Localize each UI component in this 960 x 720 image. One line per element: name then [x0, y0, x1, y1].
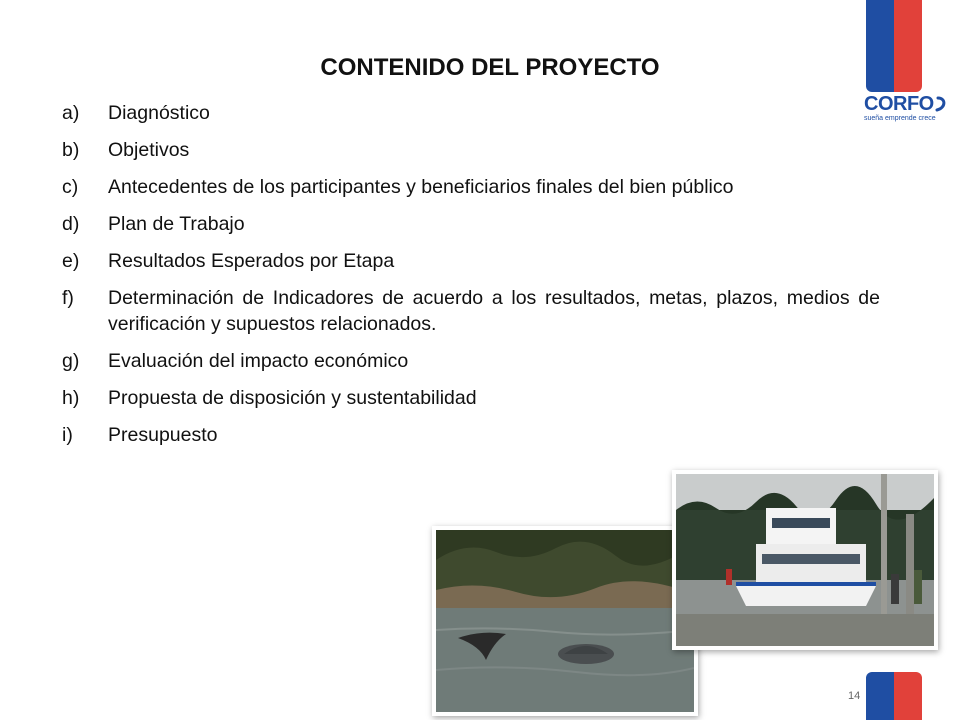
list-item — [62, 137, 880, 163]
list-item — [62, 211, 880, 237]
list-marker: a) — [62, 102, 80, 124]
flag-red-stripe — [894, 672, 922, 720]
list-item — [62, 422, 880, 448]
logo-tagline: sueña emprende crece — [864, 115, 936, 122]
list-item-text: Antecedentes de los participantes y beneficiarios finales del bien público — [108, 176, 734, 198]
list-item — [62, 248, 880, 274]
list-item — [62, 100, 880, 126]
list-marker: d) — [62, 213, 80, 235]
list-marker: b) — [62, 139, 80, 161]
list-marker: i) — [62, 424, 73, 446]
list-item-text: Evaluación del impacto económico — [108, 350, 409, 372]
list-item-text: Propuesta de disposición y sustentabilidad — [108, 387, 477, 409]
list-item-text: Diagnóstico — [108, 102, 210, 124]
list-item — [62, 174, 880, 200]
slide-title: CONTENIDO DEL PROYECTO — [320, 54, 660, 81]
list-item — [62, 348, 880, 374]
whale-photo-image — [436, 530, 694, 712]
boat-photo-image — [676, 474, 934, 646]
page-number: 14 — [848, 690, 861, 702]
flag-blue-stripe — [866, 672, 894, 720]
list-marker: h) — [62, 387, 80, 409]
list-marker: g) — [62, 350, 80, 372]
boat-photo — [672, 470, 938, 650]
list-item-text: Plan de Trabajo — [108, 213, 245, 235]
content-list — [62, 100, 880, 459]
list-marker: c) — [62, 176, 79, 198]
list-item-text: Objetivos — [108, 139, 190, 161]
list-item — [62, 285, 880, 337]
logo-swirl-icon — [934, 96, 948, 112]
list-item-text: Resultados Esperados por Etapa — [108, 250, 395, 272]
list-marker: f) — [62, 287, 74, 309]
whale-photo — [432, 526, 698, 716]
list-marker: e) — [62, 250, 80, 272]
logo-wordmark: CORFO — [864, 93, 934, 115]
list-item-text: Determinación de Indicadores de acuerdo a los resultados, metas, plazos, medios de verificación y supuestos relacionados. — [108, 287, 880, 335]
list-item-text: Presupuesto — [108, 424, 218, 446]
flag-decoration-bottom — [866, 672, 922, 720]
list-item — [62, 385, 880, 411]
